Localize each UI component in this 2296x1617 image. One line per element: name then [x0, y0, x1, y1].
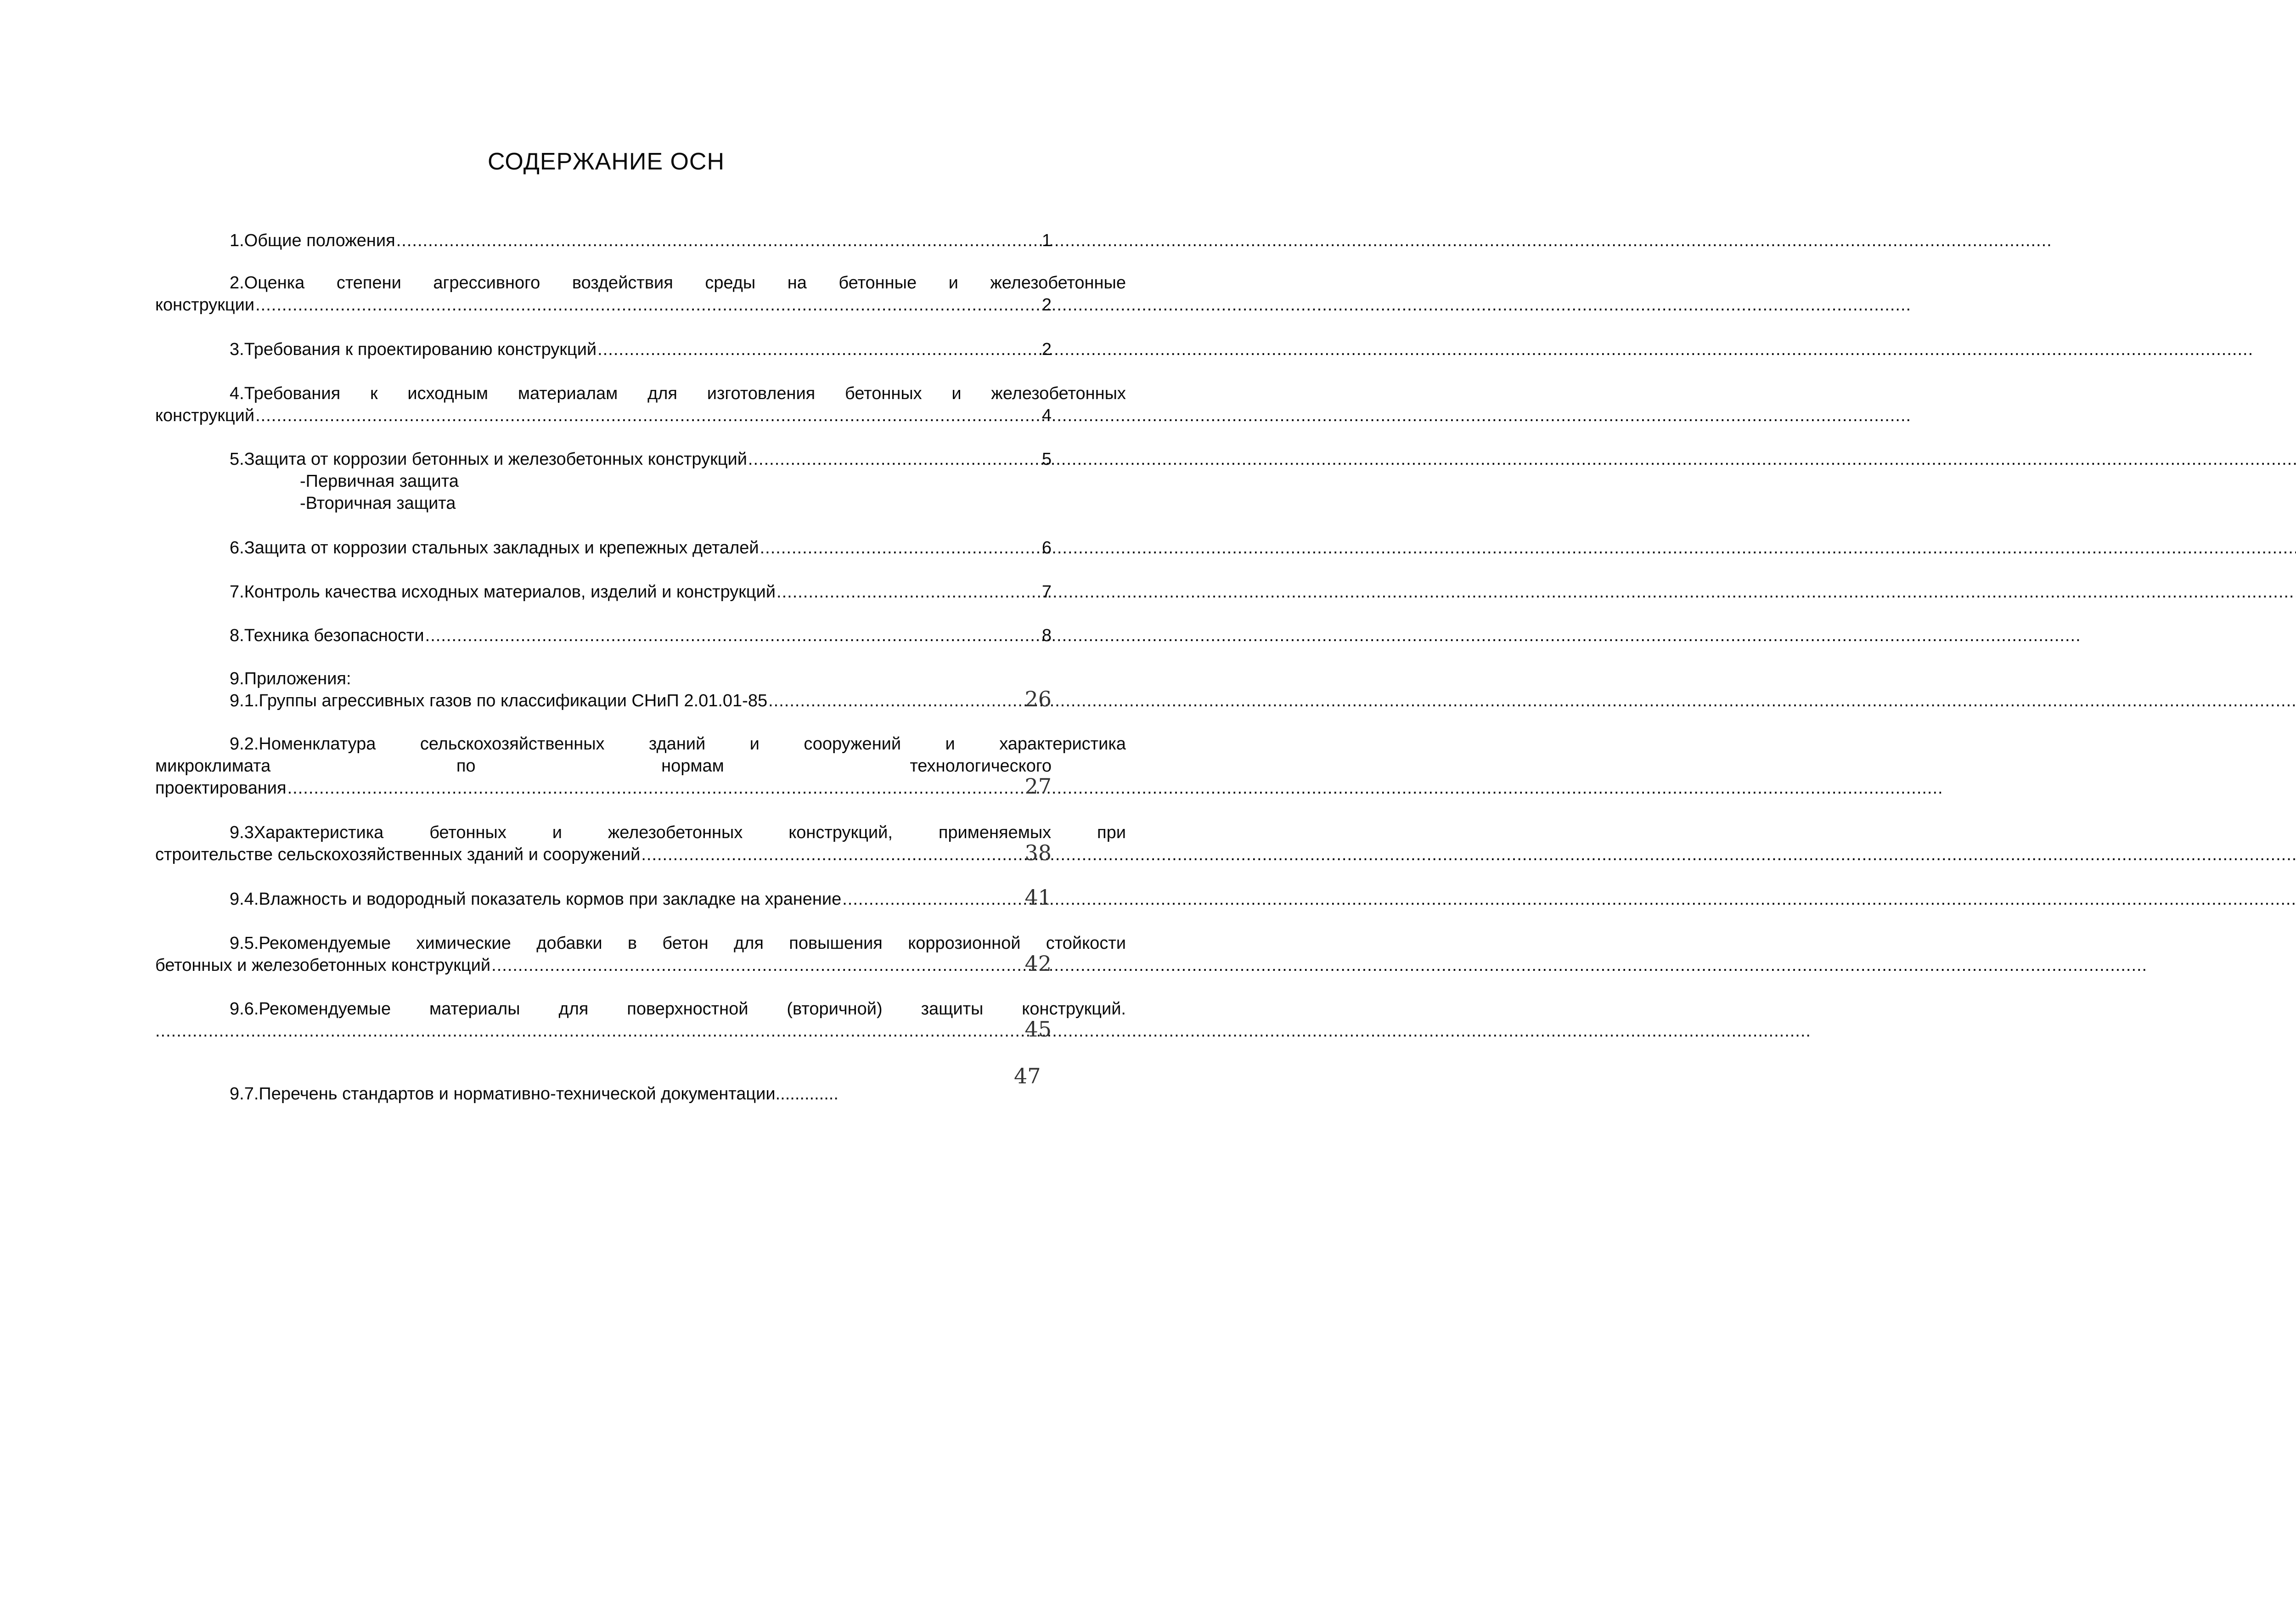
dot-leader: [597, 338, 1041, 361]
toc-word: бетонные: [838, 273, 917, 293]
toc-page-number: 5: [1041, 450, 1052, 469]
handwritten-page-number: 45: [1024, 1017, 1052, 1042]
dot-leader: [748, 448, 1041, 470]
dot-leader: [842, 888, 1024, 910]
toc-word: 9.5.Рекомендуемые: [230, 934, 391, 953]
toc-word: нормам: [661, 756, 724, 776]
handwritten-page-number: 47: [1014, 1064, 1041, 1088]
toc-entry-label: 3.Требования к проектированию конструкций: [230, 340, 597, 359]
toc-entry-label: 9.4.Влажность и водородный показатель кормов при закладке на хранение: [230, 890, 842, 909]
toc-word: технологического: [910, 756, 1052, 776]
toc-entry-9-3-line-2: [155, 840, 1052, 866]
toc-word: железобетонные: [990, 273, 1126, 293]
toc-word: сельскохозяйственных: [420, 734, 605, 754]
toc-entry-8: [155, 625, 1052, 647]
toc-word: 9.3Характеристика: [230, 823, 384, 842]
toc-entry-3: [155, 338, 1052, 361]
toc-entry-9-1: [155, 687, 1052, 712]
toc-word: 4.Требования: [230, 384, 341, 403]
toc-entry-label: 6.Защита от коррозии стальных закладных и крепежных деталей: [230, 538, 759, 558]
toc-entry-continuation: конструкций: [155, 406, 255, 425]
toc-word: на: [787, 273, 807, 293]
toc-word: 9.2.Номенклатура: [230, 734, 376, 754]
toc-entry-7: [155, 581, 1052, 603]
toc-word: железобетонных: [991, 384, 1126, 403]
toc-word: конструкций.: [1022, 999, 1126, 1019]
toc-word: и: [948, 273, 958, 293]
toc-entry-4-line-1: [155, 383, 1126, 405]
toc-word: к: [370, 384, 378, 403]
toc-page-number: 1: [1041, 231, 1052, 250]
toc-word: по: [456, 756, 476, 776]
toc-word: среды: [705, 273, 756, 293]
toc-word: при: [1097, 823, 1126, 842]
handwritten-page-number: 41: [1024, 885, 1052, 910]
toc-entry-9-2-line-3: [155, 774, 1052, 799]
toc-word: бетонных: [429, 823, 506, 842]
toc-word: материалы: [429, 999, 520, 1019]
toc-entry-continuation: бетонных и железобетонных конструкций: [155, 956, 491, 975]
toc-word: сооружений: [804, 734, 901, 754]
toc-entry-9-5-line-1: [155, 932, 1126, 954]
toc-entry-2-line-2: [155, 294, 1052, 316]
dot-leader: .............: [775, 1084, 838, 1104]
toc-page-number: 2: [1041, 295, 1052, 315]
appendix-heading: 9.Приложения:: [230, 669, 351, 688]
toc-word: агрессивного: [433, 273, 540, 293]
toc-word: применяемых: [938, 823, 1052, 842]
toc-word: железобетонных: [608, 823, 743, 842]
page-title: СОДЕРЖАНИЕ ОСН: [487, 148, 725, 175]
toc-subentry: -Вторичная защита: [300, 494, 456, 513]
toc-entry-2-line-1: [155, 272, 1126, 294]
dot-leader: [425, 625, 1041, 647]
toc-word: добавки: [536, 934, 602, 953]
toc-page-number: 8: [1041, 626, 1052, 645]
toc-entry-9-2-line-2: [155, 755, 1052, 777]
toc-word: для: [734, 934, 764, 953]
toc-word: и: [945, 734, 955, 754]
toc-page-number: 4: [1041, 406, 1052, 425]
toc-word: повышения: [789, 934, 883, 953]
toc-word: 2.Оценка: [230, 273, 305, 293]
handwritten-page-number: 42: [1024, 951, 1052, 976]
toc-word: в: [627, 934, 637, 953]
toc-word: исходным: [407, 384, 489, 403]
toc-page-number: 6: [1041, 538, 1052, 558]
toc-word: (вторичной): [787, 999, 883, 1019]
dot-leader: [491, 954, 1024, 976]
toc-entry-continuation: проектирования: [155, 778, 287, 798]
toc-page-number: 7: [1041, 582, 1052, 602]
toc-entry-label: 9.1.Группы агрессивных газов по классификации СНиП 2.01.01-85: [230, 691, 768, 710]
toc-word: для: [558, 999, 589, 1019]
toc-word: коррозионной: [908, 934, 1021, 953]
dot-leader: [396, 230, 1041, 252]
toc-word: бетонных: [845, 384, 922, 403]
handwritten-page-number: 38: [1024, 840, 1052, 865]
toc-subentry: -Первичная защита: [300, 472, 459, 491]
dot-leader: [760, 537, 1041, 559]
toc-entry-9-3-line-1: [155, 822, 1126, 844]
toc-entry-continuation: строительстве сельскохозяйственных зданий и сооружений: [155, 845, 641, 864]
toc-word: характеристика: [999, 734, 1126, 754]
toc-entry-9-5-line-2: [155, 951, 1052, 976]
toc-word: и: [749, 734, 760, 754]
toc-entry-9-7: [155, 1083, 1052, 1105]
toc-word: для: [647, 384, 677, 403]
toc-word: бетон: [662, 934, 709, 953]
toc-entry-1: [155, 230, 1052, 252]
toc-entry-9-6-line-2: [155, 1017, 1052, 1042]
toc-entry-label: 1.Общие положения: [230, 231, 395, 250]
dot-leader: [255, 294, 1041, 316]
handwritten-page-number: 27: [1024, 774, 1052, 799]
toc-word: стойкости: [1046, 934, 1126, 953]
toc-entry-9-6-line-1: [155, 998, 1126, 1020]
dot-leader: [768, 690, 1024, 712]
toc-word: степени: [336, 273, 401, 293]
toc-word: защиты: [921, 999, 984, 1019]
toc-word: и: [951, 384, 962, 403]
toc-word: и: [552, 823, 562, 842]
toc-entry-label: 9.7.Перечень стандартов и нормативно-технической документации: [230, 1084, 776, 1104]
toc-page-number: 2: [1041, 340, 1052, 359]
toc-word: конструкций,: [788, 823, 893, 842]
dot-leader: [641, 844, 1024, 866]
toc-entry-9-2-line-1: [155, 733, 1126, 755]
dot-leader: [777, 581, 1041, 603]
toc-word: материалам: [518, 384, 618, 403]
toc-entry-label: 7.Контроль качества исходных материалов, изделий и конструкций: [230, 582, 776, 602]
toc-entry-9-4: [155, 885, 1052, 910]
toc-entry-6: [155, 537, 1052, 559]
toc-word: поверхностной: [627, 999, 748, 1019]
dot-leader: [287, 777, 1024, 799]
toc-entry-4-line-2: [155, 405, 1052, 427]
dot-leader: [155, 1020, 1024, 1042]
toc-word: химические: [416, 934, 511, 953]
toc-entry-5: [155, 448, 1052, 470]
toc-word: изготовления: [707, 384, 816, 403]
toc-entry-continuation: конструкции: [155, 295, 255, 315]
toc-word: воздействия: [572, 273, 673, 293]
toc-word: 9.6.Рекомендуемые: [230, 999, 391, 1019]
toc-entry-label: 8.Техника безопасности: [230, 626, 424, 645]
handwritten-page-number: 26: [1024, 687, 1052, 711]
dot-leader: [255, 405, 1041, 427]
toc-word: зданий: [648, 734, 706, 754]
toc-word: микроклимата: [155, 756, 271, 776]
toc-entry-label: 5.Защита от коррозии бетонных и железобетонных конструкций: [230, 450, 747, 469]
